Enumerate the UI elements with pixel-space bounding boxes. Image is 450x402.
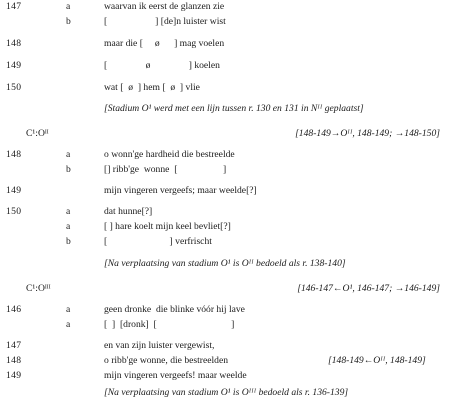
cross-reference: [146-147←O¹, 146-147; →146-149] [297,283,440,294]
verse-text: mijn vingeren vergeefs! maar weelde [104,370,247,381]
verse-text: maar die [ ø ] mag voelen [104,38,225,49]
verse-line-148a [0,148,450,162]
variant-label: a [66,149,71,160]
verse-text: o wonn'ge hardheid die bestreelde [104,149,235,160]
verse-text: [ ] [dronk] [ ] [104,319,235,330]
section-heading-row [0,127,450,141]
verse-line-150a [0,205,450,219]
verse-text: waarvan ik eerst de glanzen zie [104,1,225,12]
variant-label: b [66,164,71,175]
verse-line-150a-alt [0,220,450,234]
verse-text: [ ] verfrischt [104,236,212,247]
line-number: 147 [6,1,22,12]
verse-text: mijn vingeren vergeefs; maar weelde[?] [104,185,257,196]
variant-label: a [66,304,71,315]
verse-text: [ ] hare koelt mijn keel bevliet[?] [104,221,231,232]
line-number: 146 [6,304,22,315]
line-number: 148 [6,149,22,160]
verse-text: o ribb'ge wonne, die bestreelden [104,355,229,366]
verse-line-148 [0,354,450,368]
verse-line-148 [0,37,450,51]
verse-text: geen dronke die blinke vóór hij lave [104,304,245,315]
line-number: 148 [6,355,22,366]
note-text: [Stadium O¹ werd met een lijn tussen r. 130 en 131 in Nᴵᴵ geplaatst] [104,103,364,114]
verse-line-150b [0,235,450,249]
verse-line-149 [0,369,450,383]
verse-text: [ ] [de]n luister wist [104,16,226,27]
section-heading: C¹:Oᴵᴵᴵ [26,283,51,294]
verse-line-147 [0,339,450,353]
variant-label: b [66,236,71,247]
cross-reference: [148-149→Oᴵᴵ, 148-149; →148-150] [295,128,440,139]
verse-line-150 [0,81,450,95]
section-heading: C¹:Oᴵᴵ [26,128,49,139]
note-text: [Na verplaatsing van stadium O¹ is Oᴵᴵ bedoeld als r. 138-140] [104,258,346,269]
verse-line-148b [0,163,450,177]
line-number: 147 [6,340,22,351]
verse-line-149 [0,184,450,198]
verse-text: en van zijn luister vergewist, [104,340,215,351]
line-number: 150 [6,82,22,93]
editorial-note [0,102,450,116]
line-number: 149 [6,60,22,71]
variant-label: b [66,16,71,27]
section-heading-row [0,282,450,296]
verse-text: [ ø ] koelen [104,60,220,71]
line-number: 149 [6,185,22,196]
line-number: 149 [6,370,22,381]
cross-reference: [148-149←Oᴵᴵ, 148-149] [328,355,426,366]
verse-text: [] ribb'ge wonne [ ] [104,164,227,175]
variant-label: a [66,221,71,232]
variant-label: a [66,1,71,12]
verse-text: wat [ ø ] hem [ ø ] vlie [104,82,200,93]
note-text: [Na verplaatsing van stadium O¹ is Oᴵᴵᴵ bedoeld als r. 136-139] [104,387,349,398]
variant-label: a [66,206,71,217]
verse-line-147 [0,0,450,14]
line-number: 150 [6,206,22,217]
verse-line-146a [0,303,450,317]
line-number: 148 [6,38,22,49]
verse-line-146a-alt [0,318,450,332]
editorial-note [0,386,450,400]
editorial-note [0,257,450,271]
verse-line-147b [0,15,450,29]
variant-label: a [66,319,71,330]
verse-text: dat hunne[?] [104,206,153,217]
verse-line-149 [0,59,450,73]
